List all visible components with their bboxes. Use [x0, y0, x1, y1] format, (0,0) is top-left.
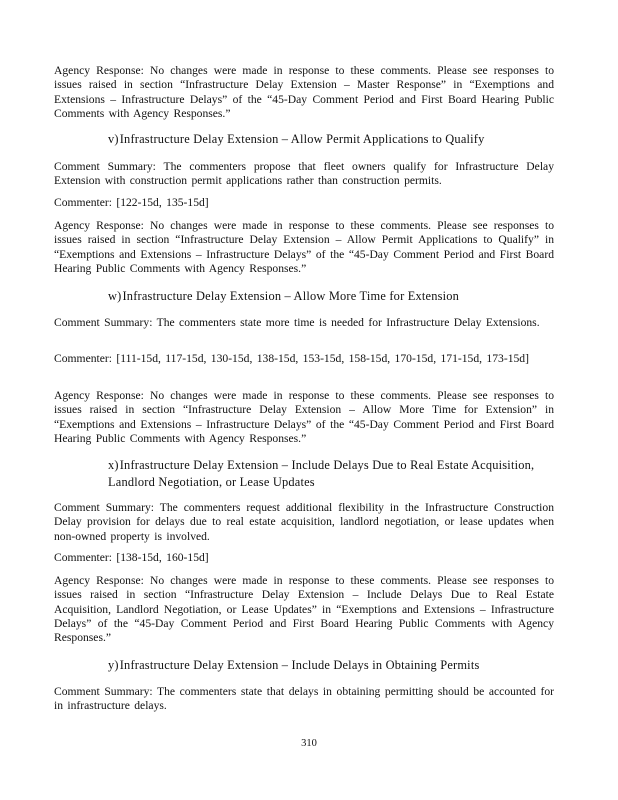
section-title: Infrastructure Delay Extension – Allow Permit Applications to Qualify [119, 132, 485, 146]
commenter-list: Commenter: [111-15d, 117-15d, 130-15d, 138-15d, 153-15d, 158-15d, 170-15d, 171-15d, 173-15d] [54, 352, 529, 365]
section-letter: v) [108, 132, 119, 146]
page-number: 310 [301, 738, 317, 749]
comment-summary-paragraph: Comment Summary: The commenters state that delays in obtaining permitting should be accounted for in infrastructure delays. [54, 685, 554, 713]
agency-response-paragraph: Agency Response: No changes were made in response to these comments. Please see responses to issues raised in section “Infrastructure Delay Extension – Master Response” in “Exemptions and Extensions – Infrastructure Delays” of the “45-Day Comment Period and First Board Hearing Public Comments with Agency Responses.” [54, 64, 554, 120]
comment-summary-paragraph: Comment Summary: The commenters state more time is needed for Infrastructure Delay Extensions. [54, 316, 540, 329]
commenter-list: Commenter: [122-15d, 135-15d] [54, 196, 209, 209]
section-heading-y [108, 657, 558, 674]
section-title: Infrastructure Delay Extension – Include Delays in Obtaining Permits [119, 658, 480, 672]
comment-summary-paragraph: Comment Summary: The commenters propose that fleet owners qualify for Infrastructure Delay Extension with construction permit applications rather than construction permits. [54, 160, 554, 188]
section-title: Infrastructure Delay Extension – Allow More Time for Extension [122, 289, 460, 303]
section-letter: w) [108, 289, 122, 303]
agency-response-paragraph: Agency Response: No changes were made in response to these comments. Please see responses to issues raised in section “Infrastructure Delay Extension – Allow Permit Applications to Qualify” in “Exemptions and Extensions – Infrastructure Delays” of the “45-Day Comment Period and First Board Hearing Public Comments with Agency Responses.” [54, 219, 554, 275]
section-title: Infrastructure Delay Extension – Include Delays Due to Real Estate Acquisition, Landlord Negotiation, or Lease Updates [108, 458, 535, 489]
comment-summary-paragraph: Comment Summary: The commenters request additional flexibility in the Infrastructure Construction Delay provision for delays due to real estate acquisition, landlord negotiation, or lease updates when non-owned property is involved. [54, 501, 554, 543]
section-heading-v [108, 131, 558, 148]
agency-response-paragraph: Agency Response: No changes were made in response to these comments. Please see responses to issues raised in section “Infrastructure Delay Extension – Include Delays Due to Real Estate Acquisition, Landlord Negotiation, or Lease Updates” in “Exemptions and Extensions – Infrastructure Delays” of the “45-Day Comment Period and First Board Hearing Public Comments with Agency Responses.” [54, 574, 554, 645]
section-heading-x [108, 457, 558, 490]
agency-response-paragraph: Agency Response: No changes were made in response to these comments. Please see responses to issues raised in section “Infrastructure Delay Extension – Allow More Time for Extension” in “Exemptions and Extensions – Infrastructure Delays” of the “45-Day Comment Period and First Board Hearing Public Comments with Agency Responses.” [54, 389, 554, 445]
section-heading-w [108, 288, 558, 305]
commenter-list: Commenter: [138-15d, 160-15d] [54, 551, 209, 564]
section-letter: x) [108, 458, 119, 472]
section-letter: y) [108, 658, 119, 672]
